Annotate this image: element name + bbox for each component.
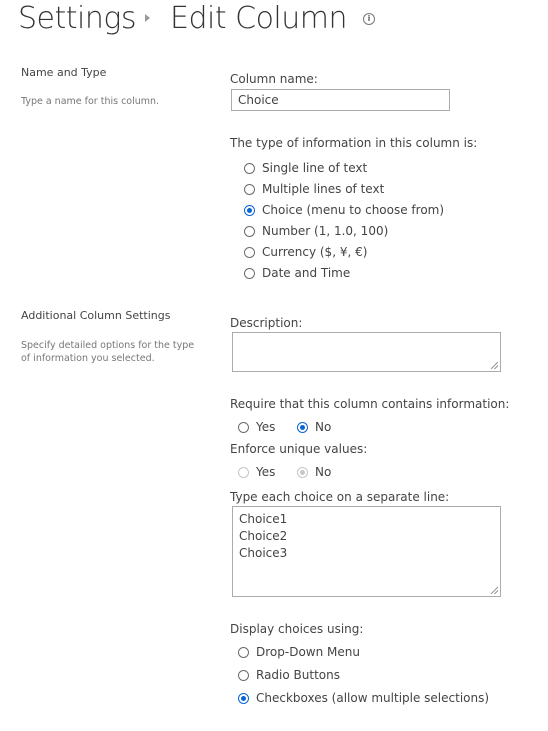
radio-label: Multiple lines of text bbox=[262, 182, 385, 196]
radio-label: Number (1, 1.0, 100) bbox=[262, 224, 389, 238]
unique-option-no bbox=[297, 464, 331, 480]
radio-label: Currency ($, ¥, €) bbox=[262, 245, 368, 259]
radio-display-radio[interactable] bbox=[238, 670, 249, 681]
section-desc-name-type: Type a name for this column. bbox=[21, 96, 160, 107]
radio-label: Yes bbox=[256, 420, 276, 434]
choice-line: Choice3 bbox=[239, 546, 288, 560]
radio-require-yes[interactable] bbox=[238, 422, 249, 433]
type-option-multiple-lines[interactable] bbox=[244, 181, 384, 197]
display-option-radio[interactable] bbox=[238, 667, 340, 683]
column-name-label: Column name: bbox=[230, 72, 318, 86]
radio-label: Drop-Down Menu bbox=[256, 645, 360, 659]
column-name-input[interactable] bbox=[231, 89, 450, 111]
section-title-name-type: Name and Type bbox=[21, 66, 107, 79]
radio-single-line[interactable] bbox=[244, 163, 255, 174]
radio-label: Radio Buttons bbox=[256, 668, 340, 682]
info-icon[interactable]: i bbox=[363, 13, 375, 25]
radio-choice[interactable] bbox=[244, 205, 255, 216]
radio-display-checkboxes[interactable] bbox=[238, 693, 249, 704]
unique-option-yes bbox=[238, 464, 275, 480]
radio-display-dropdown[interactable] bbox=[238, 647, 249, 658]
radio-unique-no bbox=[297, 467, 308, 478]
require-option-no[interactable] bbox=[297, 419, 331, 435]
choices-label: Type each choice on a separate line: bbox=[230, 490, 450, 504]
type-info-label: The type of information in this column is: bbox=[230, 136, 478, 150]
choices-textarea[interactable] bbox=[232, 506, 501, 597]
resize-grip-icon[interactable] bbox=[491, 587, 498, 594]
require-option-yes[interactable] bbox=[238, 419, 275, 435]
display-option-checkboxes[interactable] bbox=[238, 690, 489, 706]
radio-require-no[interactable] bbox=[297, 422, 308, 433]
radio-label: Single line of text bbox=[262, 161, 368, 175]
choice-line: Choice1 bbox=[239, 512, 288, 526]
breadcrumb-separator-icon bbox=[145, 14, 150, 22]
display-label: Display choices using: bbox=[230, 622, 364, 636]
display-option-dropdown[interactable] bbox=[238, 644, 360, 660]
radio-label: No bbox=[315, 465, 332, 479]
section-title-additional: Additional Column Settings bbox=[21, 309, 171, 322]
radio-date-time[interactable] bbox=[244, 268, 255, 279]
type-option-currency[interactable] bbox=[244, 244, 367, 260]
type-option-single-line[interactable] bbox=[244, 160, 367, 176]
radio-currency[interactable] bbox=[244, 247, 255, 258]
breadcrumb-root[interactable]: Settings bbox=[18, 1, 137, 36]
column-name-value: Choice bbox=[238, 93, 279, 107]
radio-label: Date and Time bbox=[262, 266, 351, 280]
choice-line: Choice2 bbox=[239, 529, 288, 543]
radio-label: Yes bbox=[256, 465, 276, 479]
radio-multiple-lines[interactable] bbox=[244, 184, 255, 195]
radio-number[interactable] bbox=[244, 226, 255, 237]
section-desc-additional-1: Specify detailed options for the type bbox=[21, 340, 195, 351]
type-option-number[interactable] bbox=[244, 223, 388, 239]
unique-label: Enforce unique values: bbox=[230, 442, 368, 456]
type-option-choice[interactable] bbox=[244, 202, 444, 218]
resize-grip-icon[interactable] bbox=[491, 362, 498, 369]
radio-label: Checkboxes (allow multiple selections) bbox=[256, 691, 490, 705]
description-label: Description: bbox=[230, 316, 303, 330]
section-desc-additional-2: of information you selected. bbox=[21, 353, 155, 364]
require-label: Require that this column contains information: bbox=[230, 397, 510, 411]
radio-unique-yes bbox=[238, 467, 249, 478]
description-textarea[interactable] bbox=[232, 332, 501, 372]
type-option-date-time[interactable] bbox=[244, 265, 350, 281]
radio-label: Choice (menu to choose from) bbox=[262, 203, 445, 217]
page-title: Edit Column bbox=[170, 1, 348, 36]
radio-label: No bbox=[315, 420, 332, 434]
